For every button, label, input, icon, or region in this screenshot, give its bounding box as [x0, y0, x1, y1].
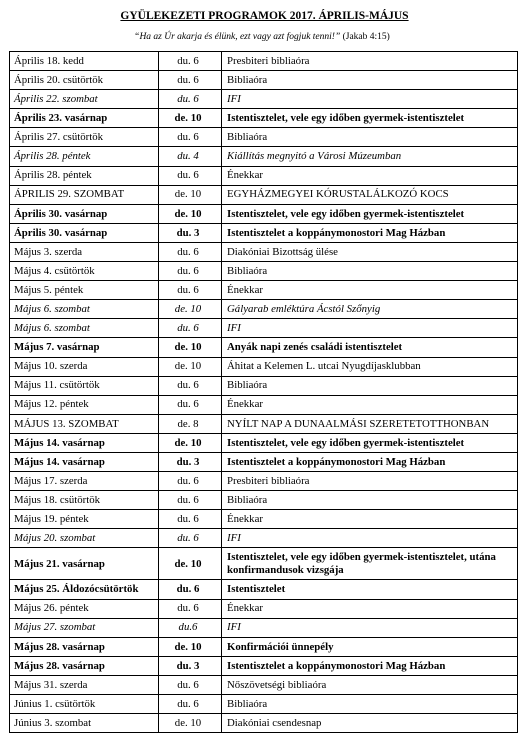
date-cell: Április 22. szombat	[10, 90, 159, 109]
schedule-row	[10, 395, 518, 414]
event-cell: Énekkar	[222, 166, 518, 185]
time-cell: du. 6	[159, 395, 222, 414]
date-cell: Május 21. vasárnap	[10, 548, 159, 580]
time-cell: du. 6	[159, 599, 222, 618]
time-cell: de. 10	[159, 357, 222, 376]
time-cell: du. 6	[159, 128, 222, 147]
date-cell: Május 19. péntek	[10, 510, 159, 529]
schedule-row	[10, 185, 518, 204]
schedule-row	[10, 599, 518, 618]
schedule-row	[10, 357, 518, 376]
schedule-row	[10, 166, 518, 185]
event-cell: Énekkar	[222, 599, 518, 618]
event-cell: Anyák napi zenés családi istentisztelet	[222, 338, 518, 357]
event-cell: Kiállítás megnyitó a Városi Múzeumban	[222, 147, 518, 166]
schedule-row	[10, 109, 518, 128]
time-cell: du.6	[159, 618, 222, 637]
date-cell: Április 27. csütörtök	[10, 128, 159, 147]
schedule-row	[10, 491, 518, 510]
event-cell: Nőszövetségi bibliaóra	[222, 675, 518, 694]
event-cell: Bibliaóra	[222, 491, 518, 510]
schedule-row	[10, 242, 518, 261]
event-cell: Presbiteri bibliaóra	[222, 52, 518, 71]
date-cell: Május 17. szerda	[10, 472, 159, 491]
date-cell: Május 3. szerda	[10, 242, 159, 261]
date-cell: Május 31. szerda	[10, 675, 159, 694]
time-cell: du. 6	[159, 281, 222, 300]
date-cell: Május 11. csütörtök	[10, 376, 159, 395]
date-cell: Április 18. kedd	[10, 52, 159, 71]
schedule-row	[10, 510, 518, 529]
time-cell: du. 6	[159, 580, 222, 599]
time-cell: de. 8	[159, 414, 222, 433]
date-cell: Május 6. szombat	[10, 319, 159, 338]
event-cell: Istentisztelet a koppánymonostori Mag Házban	[222, 223, 518, 242]
time-cell: du. 6	[159, 166, 222, 185]
event-cell: Bibliaóra	[222, 128, 518, 147]
schedule-row	[10, 319, 518, 338]
schedule-row	[10, 675, 518, 694]
time-cell: du. 6	[159, 510, 222, 529]
page-title: GYÜLEKEZETI PROGRAMOK 2017. ÁPRILIS-MÁJUS	[120, 10, 409, 22]
schedule-row	[10, 529, 518, 548]
schedule-row	[10, 656, 518, 675]
date-cell: Május 20. szombat	[10, 529, 159, 548]
event-cell: Istentisztelet, vele egy időben gyermek-istentisztelet	[222, 204, 518, 223]
time-cell: du. 6	[159, 491, 222, 510]
time-cell: du. 6	[159, 376, 222, 395]
date-cell: Május 6. szombat	[10, 300, 159, 319]
date-cell: Április 20. csütörtök	[10, 71, 159, 90]
schedule-row	[10, 223, 518, 242]
time-cell: du. 6	[159, 675, 222, 694]
event-cell: Presbiteri bibliaóra	[222, 472, 518, 491]
date-cell: Április 30. vasárnap	[10, 204, 159, 223]
date-cell: Április 28. péntek	[10, 147, 159, 166]
event-cell: Bibliaóra	[222, 262, 518, 281]
date-cell: Április 30. vasárnap	[10, 223, 159, 242]
schedule-row	[10, 472, 518, 491]
event-cell: Diakóniai csendesnap	[222, 714, 518, 733]
time-cell: de. 10	[159, 300, 222, 319]
schedule-row	[10, 580, 518, 599]
event-cell: Istentisztelet	[222, 580, 518, 599]
schedule-row	[10, 695, 518, 714]
time-cell: de. 10	[159, 637, 222, 656]
date-cell: Május 25. Áldozócsütörtök	[10, 580, 159, 599]
time-cell: du. 6	[159, 90, 222, 109]
time-cell: de. 10	[159, 714, 222, 733]
date-cell: Május 5. péntek	[10, 281, 159, 300]
event-cell: IFI	[222, 529, 518, 548]
date-cell: Május 18. csütörtök	[10, 491, 159, 510]
time-cell: de. 10	[159, 548, 222, 580]
date-cell: Május 7. vasárnap	[10, 338, 159, 357]
date-cell: Május 27. szombat	[10, 618, 159, 637]
event-cell: Gályarab emléktúra Ácstól Szőnyig	[222, 300, 518, 319]
schedule-row	[10, 637, 518, 656]
event-cell: Istentisztelet a koppánymonostori Mag Házban	[222, 656, 518, 675]
time-cell: du. 6	[159, 695, 222, 714]
schedule-row	[10, 262, 518, 281]
time-cell: du. 6	[159, 472, 222, 491]
time-cell: du. 6	[159, 71, 222, 90]
schedule-row	[10, 71, 518, 90]
schedule-row	[10, 147, 518, 166]
time-cell: du. 3	[159, 223, 222, 242]
time-cell: de. 10	[159, 204, 222, 223]
event-cell: Diakóniai Bizottság ülése	[222, 242, 518, 261]
event-cell: Énekkar	[222, 510, 518, 529]
schedule-row	[10, 433, 518, 452]
time-cell: du. 6	[159, 529, 222, 548]
date-cell: ÁPRILIS 29. SZOMBAT	[10, 185, 159, 204]
schedule-row	[10, 338, 518, 357]
schedule-table	[9, 51, 518, 733]
schedule-row	[10, 414, 518, 433]
event-cell: Konfirmációi ünnepély	[222, 637, 518, 656]
time-cell: du. 3	[159, 452, 222, 471]
event-cell: Istentisztelet, vele egy időben gyermek-istentisztelet	[222, 433, 518, 452]
event-cell: Istentisztelet, vele egy időben gyermek-istentisztelet	[222, 109, 518, 128]
time-cell: de. 10	[159, 109, 222, 128]
schedule-row	[10, 90, 518, 109]
schedule-row	[10, 204, 518, 223]
date-cell: Április 28. péntek	[10, 166, 159, 185]
schedule-row	[10, 376, 518, 395]
date-cell: Április 23. vasárnap	[10, 109, 159, 128]
event-cell: Bibliaóra	[222, 695, 518, 714]
event-cell: Bibliaóra	[222, 376, 518, 395]
date-cell: Május 14. vasárnap	[10, 433, 159, 452]
motto-quote: “Ha az Úr akarja és élünk, ezt vagy azt fogjuk tenni!”	[134, 32, 341, 42]
date-cell: Május 28. vasárnap	[10, 656, 159, 675]
schedule-row	[10, 618, 518, 637]
date-cell: Május 28. vasárnap	[10, 637, 159, 656]
schedule-row	[10, 128, 518, 147]
event-cell: NYÍLT NAP A DUNAALMÁSI SZERETETOTTHONBAN	[222, 414, 518, 433]
event-cell: IFI	[222, 319, 518, 338]
event-cell: IFI	[222, 618, 518, 637]
date-cell: Május 4. csütörtök	[10, 262, 159, 281]
time-cell: du. 6	[159, 319, 222, 338]
event-cell: Bibliaóra	[222, 71, 518, 90]
time-cell: du. 3	[159, 656, 222, 675]
time-cell: du. 6	[159, 242, 222, 261]
time-cell: de. 10	[159, 338, 222, 357]
schedule-row	[10, 281, 518, 300]
date-cell: Május 12. péntek	[10, 395, 159, 414]
event-cell: EGYHÁZMEGYEI KÓRUSTALÁLKOZÓ KOCS	[222, 185, 518, 204]
date-cell: Június 1. csütörtök	[10, 695, 159, 714]
schedule-row	[10, 52, 518, 71]
date-cell: Május 14. vasárnap	[10, 452, 159, 471]
date-cell: Június 3. szombat	[10, 714, 159, 733]
schedule-row	[10, 714, 518, 733]
date-cell: Május 10. szerda	[10, 357, 159, 376]
event-cell: Istentisztelet, vele egy időben gyermek-istentisztelet, utána konfirmandusok vizsgája	[222, 548, 518, 580]
event-cell: Énekkar	[222, 395, 518, 414]
motto	[0, 31, 524, 43]
motto-reference: (Jakab 4:15)	[342, 32, 390, 42]
event-cell: Énekkar	[222, 281, 518, 300]
time-cell: de. 10	[159, 433, 222, 452]
event-cell: IFI	[222, 90, 518, 109]
event-cell: Áhitat a Kelemen L. utcai Nyugdíjasklubban	[222, 357, 518, 376]
schedule-row	[10, 452, 518, 471]
schedule-row	[10, 300, 518, 319]
event-cell: Istentisztelet a koppánymonostori Mag Házban	[222, 452, 518, 471]
time-cell: du. 4	[159, 147, 222, 166]
date-cell: MÁJUS 13. SZOMBAT	[10, 414, 159, 433]
date-cell: Május 26. péntek	[10, 599, 159, 618]
time-cell: du. 6	[159, 52, 222, 71]
time-cell: de. 10	[159, 185, 222, 204]
schedule-row	[10, 548, 518, 580]
time-cell: du. 6	[159, 262, 222, 281]
